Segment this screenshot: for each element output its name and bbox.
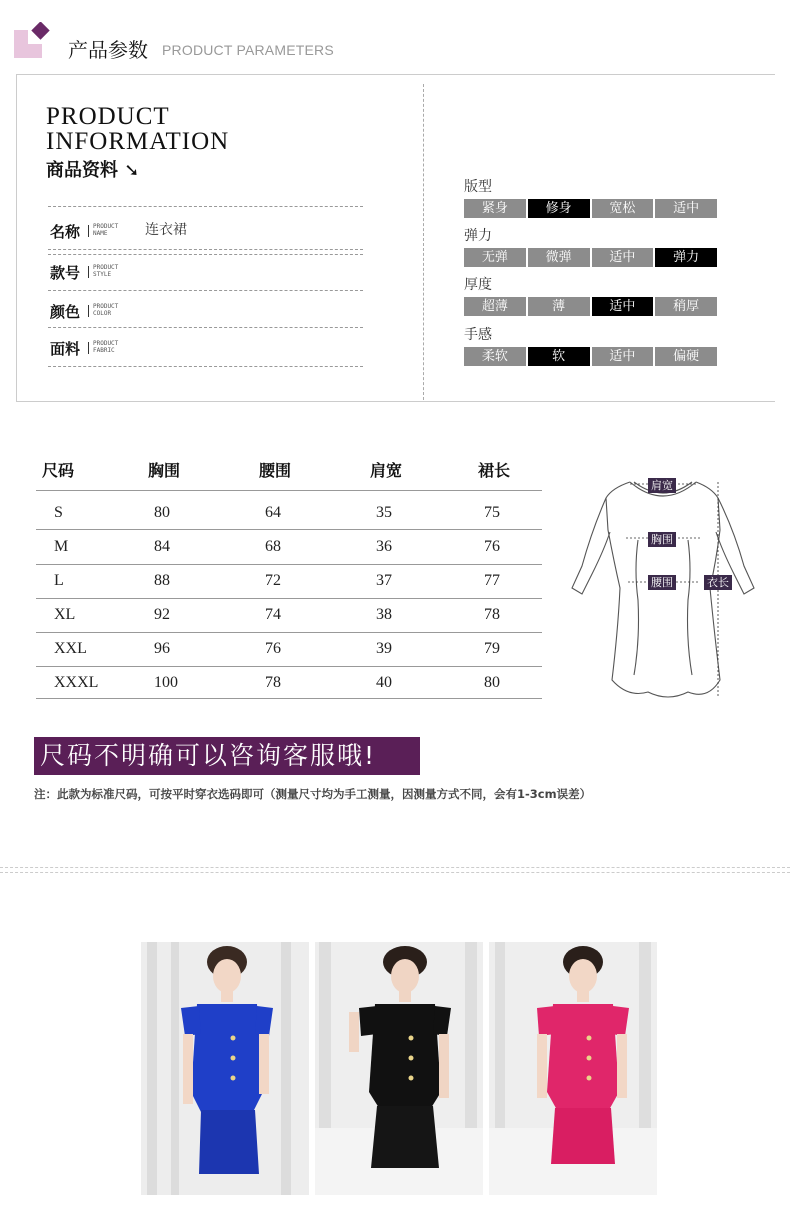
field-label-en: PRODUCT FABRIC (93, 340, 119, 354)
divider (48, 254, 363, 255)
size-help-banner: 尺码不明确可以咨询客服哦! (34, 737, 420, 775)
label-shoulder: 肩宽 (648, 478, 676, 493)
table-cell-value: 64 (265, 504, 281, 521)
attr-option: 稍厚 (655, 297, 717, 316)
attr-option: 软 (528, 347, 590, 366)
field-name (48, 217, 363, 247)
table-rule (36, 698, 542, 699)
attr-option: 适中 (592, 297, 654, 316)
heading-line-1: PRODUCT (46, 103, 170, 130)
col-header-size: 尺码 (42, 461, 75, 480)
table-cell-value: 76 (265, 640, 281, 657)
attr-label-fit: 版型 (464, 179, 492, 195)
field-value: 连衣裙 (145, 222, 187, 238)
header-logo-icon (14, 22, 50, 58)
col-header-chest: 胸围 (148, 461, 181, 480)
product-info-heading-cn (46, 156, 139, 182)
field-color (48, 297, 363, 327)
table-cell-size: L (54, 572, 64, 589)
field-label: 面料 (50, 340, 81, 358)
table-cell-value: 78 (484, 606, 500, 623)
table-rule (36, 490, 542, 491)
attr-option: 宽松 (592, 199, 654, 218)
dress-diagram (568, 470, 758, 705)
panel-divider (423, 84, 424, 400)
table-cell-size: XXL (54, 640, 87, 657)
attr-option: 弹力 (655, 248, 717, 267)
divider (88, 342, 89, 354)
product-photo-black (315, 942, 483, 1195)
product-info-heading (46, 104, 229, 154)
field-label-en: PRODUCT COLOR (93, 303, 119, 317)
attr-option: 微弹 (528, 248, 590, 267)
col-header-waist: 腰围 (259, 461, 292, 480)
attr-option: 偏硬 (655, 347, 717, 366)
attr-scale-fit (464, 199, 717, 218)
table-cell-value: 68 (265, 538, 281, 555)
table-cell-size: XXXL (54, 674, 99, 691)
product-photo-blue (141, 942, 309, 1195)
divider (48, 327, 363, 328)
attr-option: 柔软 (464, 347, 526, 366)
table-cell-value: 92 (154, 606, 170, 623)
attr-option: 超薄 (464, 297, 526, 316)
table-rule (36, 598, 542, 599)
col-header-length: 裙长 (478, 461, 511, 480)
divider (88, 305, 89, 317)
heading-line-2: INFORMATION (46, 128, 230, 155)
section-subtitle: PRODUCT PARAMETERS (162, 42, 334, 58)
table-cell-value: 78 (265, 674, 281, 691)
attr-label-thickness: 厚度 (464, 277, 492, 293)
attr-scale-elasticity (464, 248, 717, 267)
field-label-en: PRODUCT NAME (93, 223, 119, 237)
table-cell-value: 100 (154, 674, 178, 691)
section-separator (0, 872, 790, 873)
table-cell-size: M (54, 538, 69, 555)
table-cell-value: 80 (484, 674, 500, 691)
divider (88, 266, 89, 278)
divider (48, 366, 363, 367)
attr-scale-feel (464, 347, 717, 366)
table-rule (36, 666, 542, 667)
field-label: 颜色 (50, 303, 81, 321)
attr-label-feel: 手感 (464, 327, 492, 343)
field-label: 款号 (50, 264, 81, 282)
divider (48, 206, 363, 207)
field-fabric (48, 334, 363, 364)
attr-label-elasticity: 弹力 (464, 228, 492, 244)
table-cell-value: 39 (376, 640, 392, 657)
divider (48, 290, 363, 291)
col-header-shoulder: 肩宽 (370, 461, 403, 480)
table-cell-value: 88 (154, 572, 170, 589)
section-title: 产品参数 (68, 38, 148, 62)
heading-cn-text: 商品资料 (46, 160, 118, 181)
attr-option: 适中 (592, 347, 654, 366)
table-cell-value: 74 (265, 606, 281, 623)
label-length: 衣长 (704, 575, 732, 590)
field-label: 名称 (50, 223, 81, 241)
attr-option: 适中 (592, 248, 654, 267)
table-rule (36, 529, 542, 530)
label-waist: 腰围 (648, 575, 676, 590)
table-cell-value: 79 (484, 640, 500, 657)
table-rule (36, 564, 542, 565)
table-cell-value: 37 (376, 572, 392, 589)
table-cell-value: 84 (154, 538, 170, 555)
field-label-en: PRODUCT STYLE (93, 264, 119, 278)
table-cell-size: S (54, 504, 63, 521)
table-cell-value: 75 (484, 504, 500, 521)
attr-option: 薄 (528, 297, 590, 316)
table-cell-value: 40 (376, 674, 392, 691)
table-rule (36, 632, 542, 633)
table-cell-value: 35 (376, 504, 392, 521)
attr-option: 无弹 (464, 248, 526, 267)
table-cell-value: 80 (154, 504, 170, 521)
table-cell-value: 96 (154, 640, 170, 657)
attr-scale-thickness (464, 297, 717, 316)
divider (88, 225, 89, 237)
arrow-down-right-icon: ➘ (124, 160, 140, 181)
table-cell-value: 77 (484, 572, 500, 589)
label-chest: 胸围 (648, 532, 676, 547)
attr-option: 修身 (528, 199, 590, 218)
table-cell-value: 72 (265, 572, 281, 589)
attr-option: 紧身 (464, 199, 526, 218)
product-photo-pink (489, 942, 657, 1195)
attr-option: 适中 (655, 199, 717, 218)
table-cell-size: XL (54, 606, 76, 623)
field-style (48, 258, 363, 288)
table-cell-value: 36 (376, 538, 392, 555)
measurement-note: 注：此款为标准尺码，可按平时穿衣选码即可（测量尺寸均为手工测量，因测量方式不同，会有1-3cm误差） (34, 787, 592, 801)
section-separator (0, 867, 790, 868)
table-cell-value: 38 (376, 606, 392, 623)
divider (48, 249, 363, 250)
table-cell-value: 76 (484, 538, 500, 555)
